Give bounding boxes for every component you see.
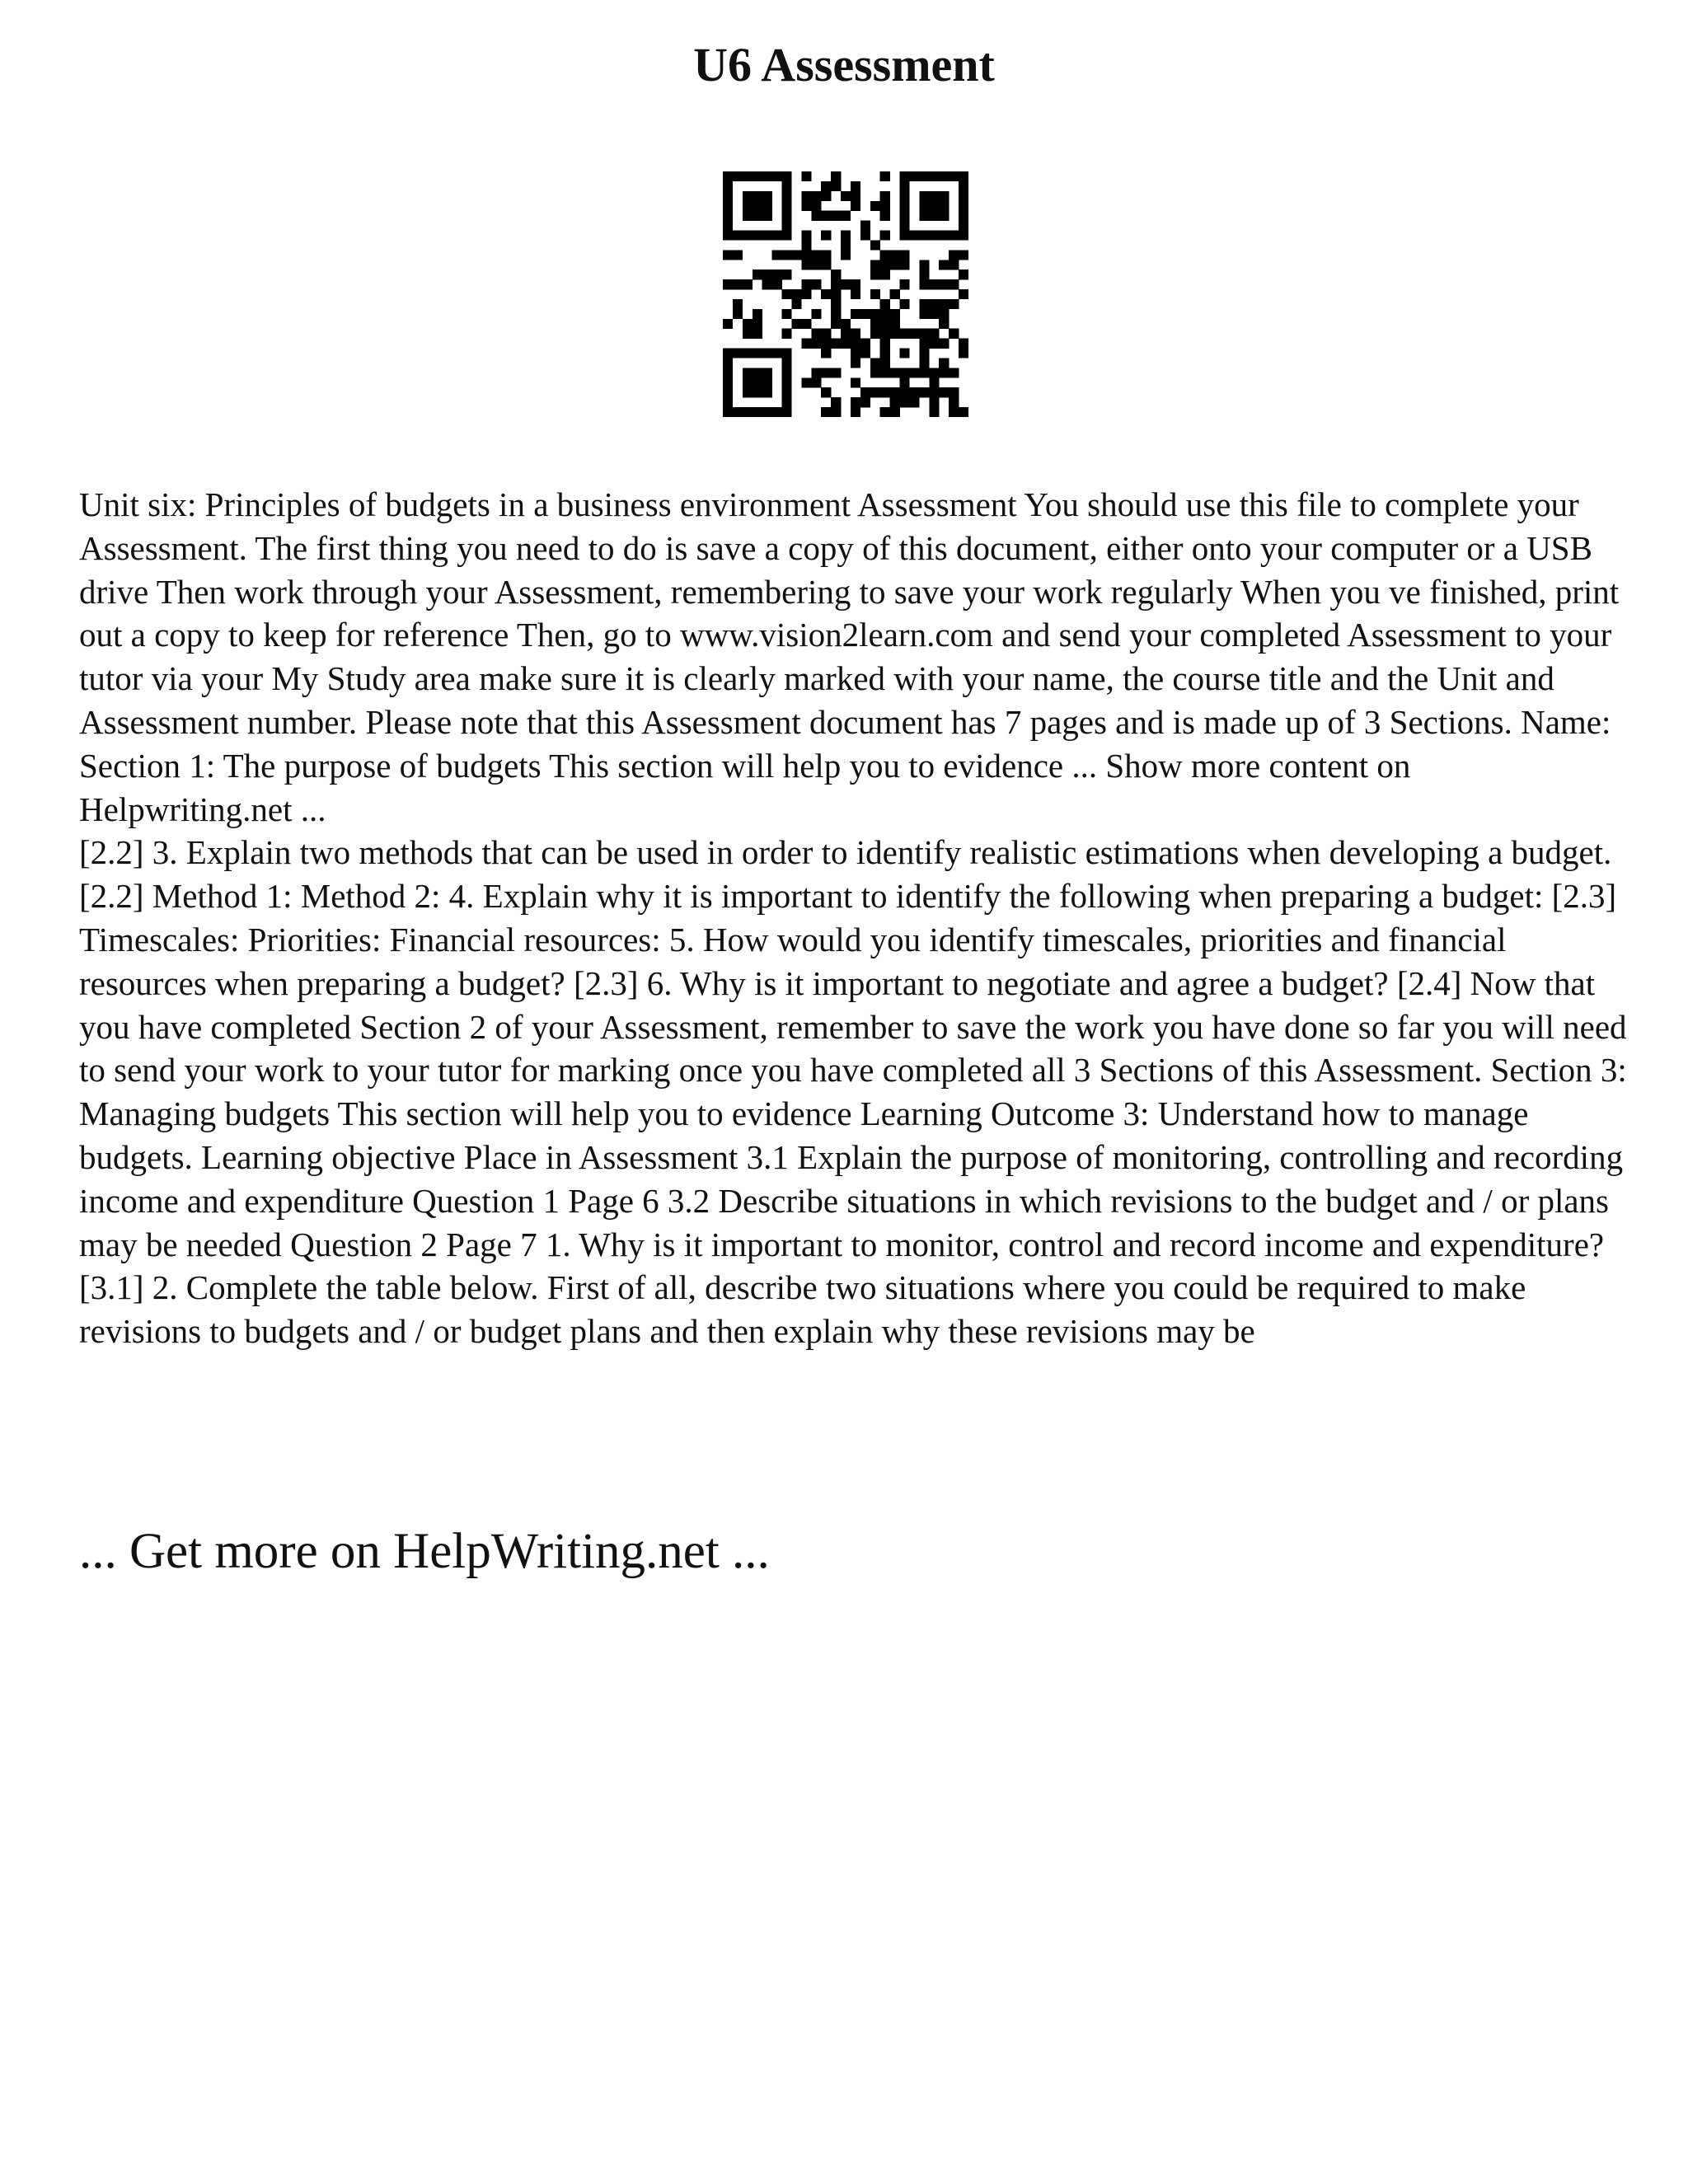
questions-paragraph: [2.2] 3. Explain two methods that can be used in order to identify realistic estimations when developing a budget. [2.2] Method 1: Method 2: 4. Explain why it is important to identify the following when preparing a budget: [2.3] Timescales: Priorities: Financial resources: 5. How would you identify timescales, priorities and financial resources when preparing a budget? [2.3] 6. Why is it important to negotiate and agree a budget? [2.4] Now that you have completed Section 2 of your Assessment, remember to save the work you have done so far you will need to send your work to your tutor for marking once you have completed all 3 Sections of this Assessment. Section 3: Managing budgets This section will help you to evidence Learning Outcome 3: Understand how to manage budgets. Learning objective Place in Assessment 3.1 Explain the purpose of monitoring, controlling and recording income and expenditure Question 1 Page 6 3.2 Describe situations in which revisions to the budget and / or plans may be needed Question 2 Page 7 1. Why is it important to monitor, control and record income and expenditure? [3.1] 2. Complete the table below. First of all, describe two situations where you could be required to make revisions to budgets and / or budget plans and then explain why these revisions may be bbox=[79, 833, 1627, 1351]
intro-paragraph: Unit six: Principles of budgets in a business environment Assessment You should use this file to complete your Assessment. The first thing you need to do is save a copy of this document, either onto your computer or a USB drive Then work through your Assessment, remembering to save your work regularly When you ve finished, print out a copy to keep for reference Then, go to www.vision2learn.com and send your completed Assessment to your tutor via your My Study area make sure it is clearly marked with your name, the course title and the Unit and Assessment number. Please note that this Assessment document has 7 pages and is made up of 3 Sections. Name: Section 1: The purpose of budgets This section will help you to evidence ... Show more content on Helpwriting.net ... bbox=[79, 485, 1620, 828]
get-more-link[interactable]: ... Get more on HelpWriting.net ... bbox=[79, 1524, 770, 1579]
qr-code-icon bbox=[723, 171, 968, 417]
document-body bbox=[79, 483, 1629, 1353]
page-title: U6 Assessment bbox=[693, 38, 995, 91]
